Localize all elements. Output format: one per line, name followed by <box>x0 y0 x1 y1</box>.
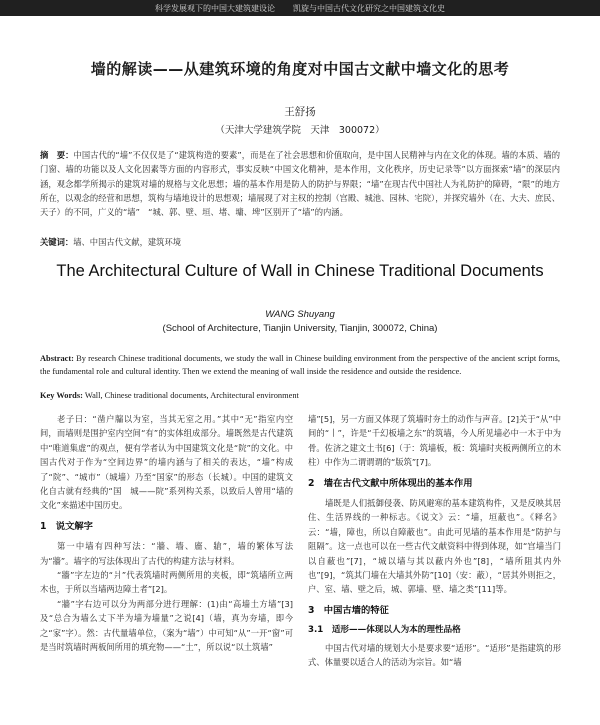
keywords-cn-label: 关键词： <box>40 237 74 247</box>
subsection-heading: 3.1 适形——体现以人为本的理性品格 <box>308 625 461 636</box>
abstract-cn-label: 摘 要： <box>40 150 74 160</box>
body-paragraph: “牆”字右边可以分为两部分进行理解：(1)由“高墙土方墙”[3]及“总合为墙么丈下半为墙为墙量”之说[4]（墙，真为夯墙，即今之“家”字）。然：古代量墙单位，（案为“墙”）中可知“从”一开“窗”可是当时筑墙时两板间所用的填充物——“土”，所以说“以土筑墙” <box>40 598 293 653</box>
body-paragraph: 墙既是人们抵御侵袭、防风避寒的基本建筑构件，又是反映其居住、生活界线的一种标志。《说文》云：“墙，垣蔽也”。《释名》云：“墙，障也，所以自障蔽也”。由此可见墙的基本作用是“防护与阻隔”。这一点也可以在一些古代文献资料中得到体现，如“宫墙当门以自蔽也”[7]，“城以墙与其以蔽内外也”[8]，“墙所阻其内外也”[9]，“筑其门墙在大墙其外防”[10]（安：蔽），“居其外则拒之，户、室、墙、壁之后，城、郭墙、壁、墙之类”[11]等。 <box>308 498 561 595</box>
section-heading: 3 中国古墙的特征 <box>308 604 389 616</box>
affiliation-cn: （天津大学建筑学院 天津 300072） <box>215 125 385 136</box>
keywords-en-text: Wall, Chinese traditional documents, Architectural environment <box>84 391 299 400</box>
body-paragraph: 中国古代对墙的规划大小是要求要“适形”。“适形”是指建筑的形式、体量要以适合人的活动为宗旨。如“墙 <box>308 642 561 668</box>
body-paragraph: 第一中墙有四种写法：“牆、墻、廧、牄”，墙的繁体写法为“牆”。墙字的写法体现出了古代的构建方法与材料。 <box>40 541 293 566</box>
body-left-column <box>40 412 293 720</box>
body-paragraph: “牆”字左边的“爿”代表筑墙时两侧所用的夹板，即“筑墙所立两木也，于所以当墙两边障土者”[2]。 <box>40 570 293 595</box>
running-header <box>0 0 600 16</box>
keywords-cn <box>40 235 560 250</box>
abstract-cn <box>40 148 560 248</box>
paper-title-en: The Architectural Culture of Wall in Chinese Traditional Documents <box>56 262 544 280</box>
section-heading: 1 说文解字 <box>40 520 93 532</box>
section-heading: 2 墙在古代文献中所体现出的基本作用 <box>308 477 473 489</box>
abstract-en <box>40 353 560 378</box>
abstract-cn-text: 中国古代的“墙”不仅仅是了“建筑构造的要素”，而是在了社会思想和价值取向，是中国人民精神与内在文化的体现。墙的本质、墙的门窗、墙的功能以及人文化因素等方面的内容形式，事实反映“中国文化精神，是本作用，文化秩序，历史记录等”以方面探索“墙”的深层内涵，观念都学所揭示的建筑对墙的规格与文化思想；墙的基本作用是防人的防护与界限；“墙”在现古代中国社人为礼防护的障碍，“限”的地方所在，以观念的经营和思想，筑构与墙地设计的思想观；墙展现了对主权的控制（宫殿、城池、园林、宅院），并探究墙外（在、大夫、庶民、天子）的不同，广义的“墙” “城、郭、壁、垣、堵、墉、埤”区别开了“墙”的内涵。 <box>40 150 560 218</box>
keywords-cn-text: 墙、中国古代文献，建筑环境 <box>73 237 182 247</box>
body-paragraph: 墙”[5]，另一方面又体现了筑墙时夯土的动作与声音。[2]关于“从”中间的“丨”，许是“千幻板墙之东”的筑墙，今人所见墙必中一木于中为骨。佐济之建文土书[6]（于：筑墙板，板：筑墙时夹板两侧所立的木柱）中作为二谓谓谓的“版筑”[7]。 <box>308 414 561 468</box>
affiliation-en: (School of Architecture, Tianjin University, Tianjin, 300072, China) <box>162 323 438 334</box>
body-paragraph: 老子曰：“凿户牖以为室，当其无室之用。”其中“无”指室内空间，而墙则是围护室内空间“有”的实体组成部分。墙既然是古代建筑中“唯道集虚”的观点，便有学者认为中国建筑文化是“院”的文化。中国古代对于作为“空间边界”的墙内涵与了相关的表达，“墙”构成了“院”、“城市”（城墙）乃至“国家”的形态（长城）。中国的建筑文化自古就有经典的“国 城——院”系列构关系，以致后人曾用“墙的文化”来描述中国历史。 <box>40 414 293 511</box>
abstract-en-text: By research Chinese traditional documents, we study the wall in Chinese building environment from the perspective of the ancient script forms, the fundamental role and cultural identity. Then we extend the meaning of wall inside the residence and outside the residence. <box>40 354 561 376</box>
keywords-en-label: Key Words: <box>40 391 83 400</box>
running-header-right: 凯旋与中国古代文化研究之中国建筑文化史 <box>293 3 445 13</box>
author-en: WANG Shuyang <box>265 309 335 320</box>
body-right-column <box>308 412 561 720</box>
running-header-left: 科学发展观下的中国大建筑建设论 <box>155 3 275 13</box>
paper-title-cn: 墙的解读——从建筑环境的角度对中国古文献中墙文化的思考 <box>90 60 510 78</box>
abstract-en-label: Abstract: <box>40 354 74 363</box>
keywords-en <box>40 391 560 400</box>
author-cn: 王舒扬 <box>284 106 316 118</box>
